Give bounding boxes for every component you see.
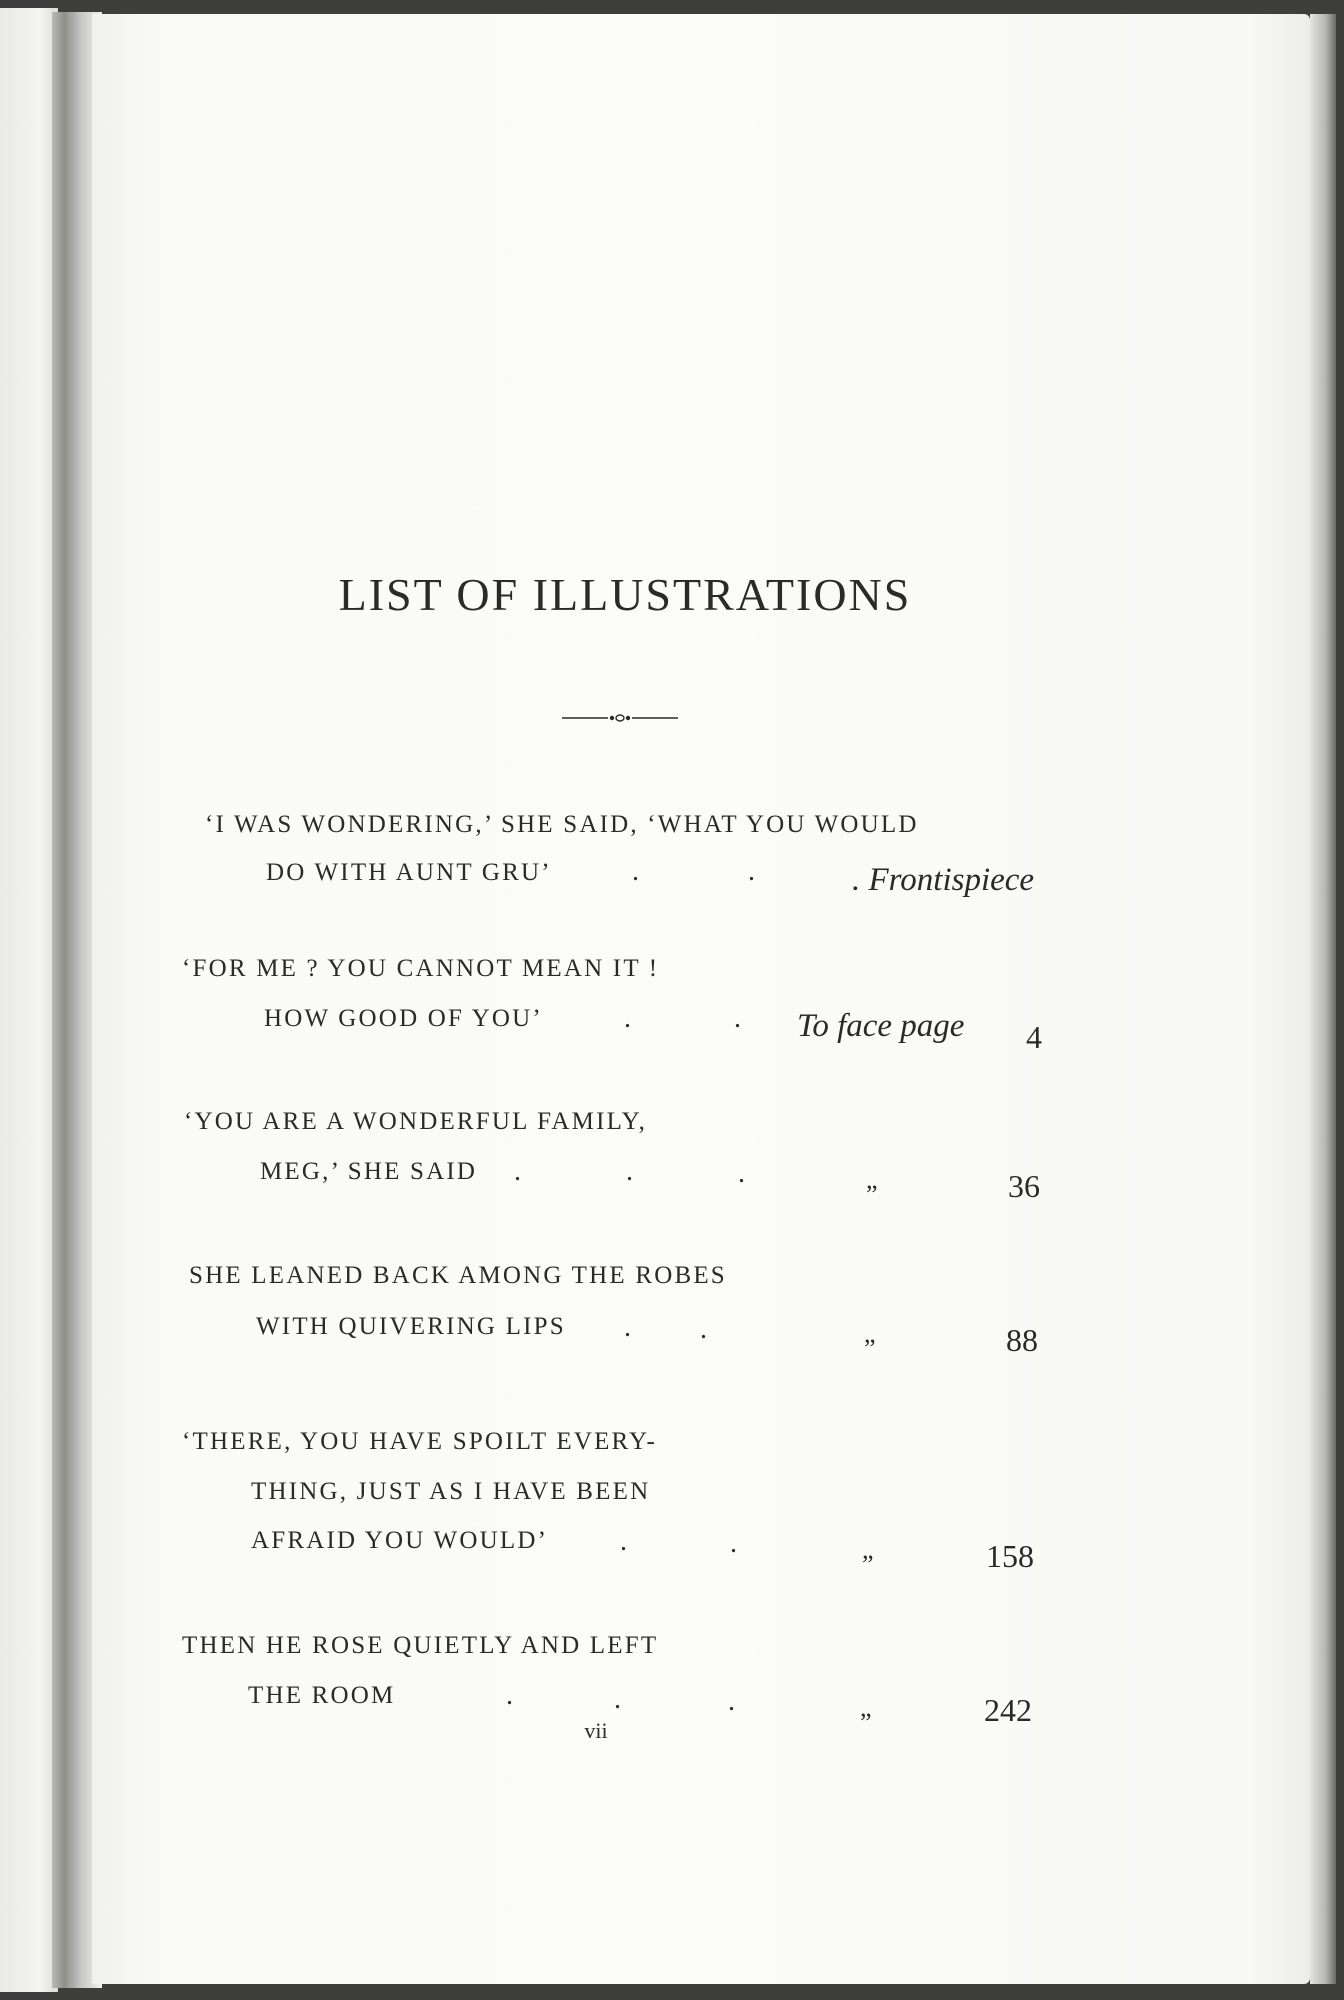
page-number: 158 <box>986 1538 1034 1574</box>
leader-dot: . <box>626 1156 633 1187</box>
folio-page-number: vii <box>584 1718 608 1743</box>
page-number: 88 <box>1006 1322 1038 1358</box>
to-face-page-label: To face page <box>797 1008 965 1044</box>
page-number: 242 <box>984 1692 1032 1728</box>
leader-dot: . <box>624 1003 631 1034</box>
page-title: LIST OF ILLUSTRATIONS <box>338 569 912 620</box>
leader-dot: . <box>728 1686 735 1717</box>
entry-line: ‘YOU ARE A WONDERFUL FAMILY, <box>184 1108 648 1135</box>
page-number: 4 <box>1026 1019 1042 1055</box>
entry-line: ‘I WAS WONDERING,’ SHE SAID, ‘WHAT YOU WOULD <box>205 811 919 838</box>
leader-dot: . <box>620 1526 627 1557</box>
entry-line: AFRAID YOU WOULD’ <box>251 1527 549 1554</box>
ornament-divider <box>562 713 678 723</box>
leader-dot: . <box>506 1680 513 1711</box>
leader-dot: . <box>700 1314 707 1345</box>
leader-dot: . <box>624 1312 631 1343</box>
page-number: 36 <box>1008 1168 1040 1204</box>
left-page-edge <box>0 8 58 1992</box>
leader-dot: . <box>632 856 639 887</box>
leader-dot: . <box>730 1528 737 1559</box>
entry-line: WITH QUIVERING LIPS <box>256 1313 566 1340</box>
leader-dot: . <box>738 1158 745 1189</box>
entry-line: THEN HE ROSE QUIETLY AND LEFT <box>182 1632 659 1659</box>
entry-line: ‘THERE, YOU HAVE SPOILT EVERY- <box>182 1428 658 1455</box>
entry-line: THING, JUST AS I HAVE BEEN <box>251 1478 651 1505</box>
ditto-mark: ” <box>860 1708 872 1737</box>
entry-line: MEG,’ SHE SAID <box>260 1158 478 1185</box>
leader-dot: . <box>734 1003 741 1034</box>
leader-dot: . <box>748 856 755 887</box>
entry-line: DO WITH AUNT GRU’ <box>266 859 552 886</box>
leader-dot: . <box>614 1684 621 1715</box>
entry-line: HOW GOOD OF YOU’ <box>264 1005 543 1032</box>
right-page-edge <box>1310 14 1336 1984</box>
ditto-mark: ” <box>864 1334 876 1363</box>
entry-line: THE ROOM <box>248 1682 396 1709</box>
frontispiece-label: . Frontispiece <box>852 862 1035 898</box>
ditto-mark: ” <box>866 1180 878 1209</box>
entry-line: ‘FOR ME ? YOU CANNOT MEAN IT ! <box>182 955 660 982</box>
ditto-mark: ” <box>862 1550 874 1579</box>
entry-line: SHE LEANED BACK AMONG THE ROBES <box>189 1262 727 1289</box>
leader-dot: . <box>514 1156 521 1187</box>
